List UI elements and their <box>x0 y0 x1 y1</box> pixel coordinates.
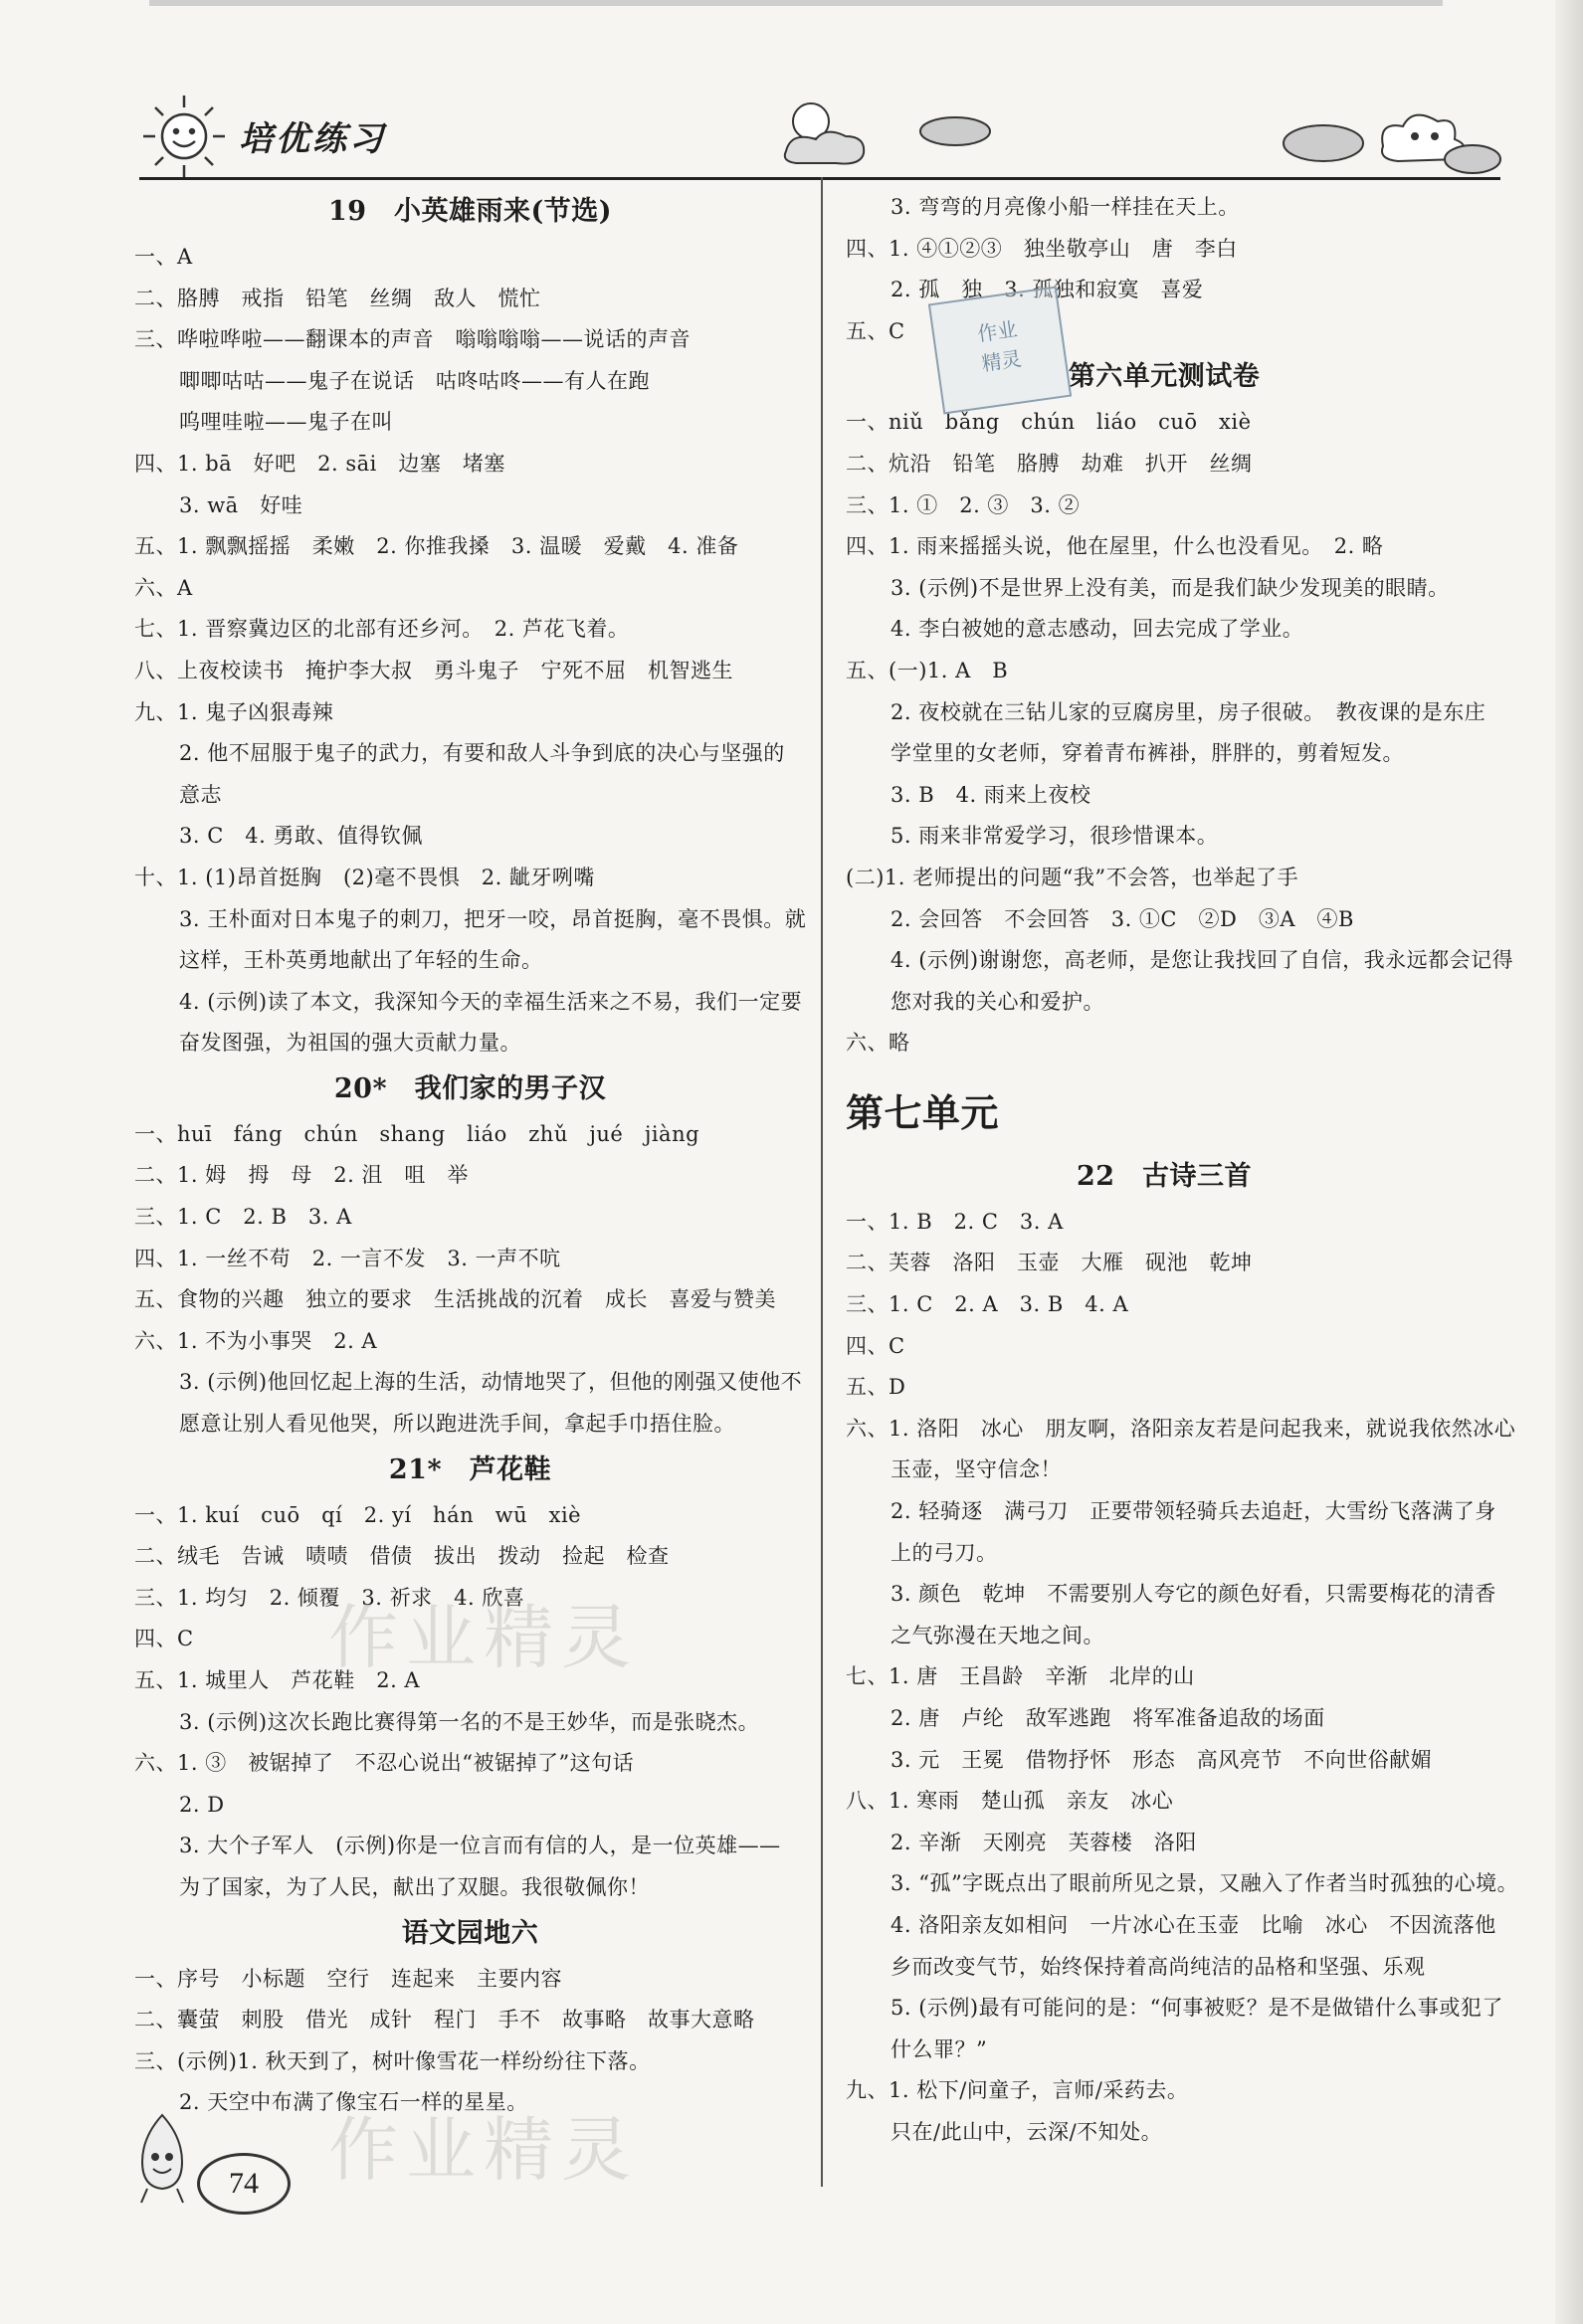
answer-line: 3. 王朴面对日本鬼子的刺刀，把牙一咬，昂首挺胸，毫不畏惧。就 <box>179 906 807 931</box>
answer-line: 三、1. 均匀 2. 倾覆 3. 祈求 4. 欣喜 <box>134 1585 525 1610</box>
answer-line: 玉壶，坚守信念！ <box>890 1457 1062 1482</box>
answer-line: 一、1. B 2. C 3. A <box>846 1209 1064 1234</box>
answer-line: 愿意让别人看见他哭，所以跑进洗手间，拿起手巾捂住脸。 <box>179 1412 735 1437</box>
answer-line: 4. 李白被她的意志感动，回去完成了学业。 <box>890 617 1304 642</box>
left-column <box>134 187 806 2124</box>
page-number: 74 <box>197 2153 291 2215</box>
answer-line: 2. 轻骑逐 满弓刀 正要带领轻骑兵去追赶，大雪纷飞落满了身 <box>890 1499 1496 1524</box>
answer-line: 一、huī fáng chún shang liáo zhǔ jué jiàng <box>134 1121 700 1146</box>
watermark: 作业精灵 <box>328 1597 639 1678</box>
answer-line: 五、1. 城里人 芦花鞋 2. A <box>134 1668 421 1692</box>
page-edge-shadow <box>1555 0 1583 2324</box>
answer-line: 五、1. 飘飘摇摇 柔嫩 2. 你推我搡 3. 温暖 爱戴 4. 准备 <box>134 534 739 559</box>
top-edge-line <box>149 0 1443 6</box>
answer-line: 九、1. 松下/问童子，言师/采药去。 <box>846 2078 1189 2103</box>
answer-line: 三、1. C 2. B 3. A <box>134 1205 352 1230</box>
answer-line: 三、1. ① 2. ③ 3. ② <box>846 492 1081 517</box>
answer-line: 学堂里的女老师，穿着青布裤褂，胖胖的，剪着短发。 <box>890 741 1404 766</box>
answer-line: 乡而改变气节，始终保持着高尚纯洁的品格和坚强、乐观 <box>890 1954 1426 1979</box>
sun-icon <box>139 92 229 181</box>
answer-line: 二、炕沿 铅笔 胳膊 劫难 扒开 丝绸 <box>846 451 1253 476</box>
answer-line: 四、1. 雨来摇摇头说，他在屋里，什么也没看见。 2. 略 <box>846 534 1384 559</box>
stamp-line-2: 精灵 <box>980 346 1024 376</box>
answer-line: 3. (示例)这次长跑比赛得第一名的不是王妙华，而是张晓杰。 <box>179 1709 760 1734</box>
stamp <box>928 286 1072 414</box>
answer-line: 六、1. 洛阳 冰心 朋友啊，洛阳亲友若是问起我来，就说我依然冰心 <box>846 1416 1516 1441</box>
clouds-sun-decoration-icon <box>766 92 1512 181</box>
answer-line: 二、芙蓉 洛阳 玉壶 大雁 砚池 乾坤 <box>846 1251 1253 1275</box>
answer-line: 3. 元 王冕 借物抒怀 形态 高风亮节 不向世俗献媚 <box>890 1747 1433 1772</box>
answer-line: 二、1. 姆 拇 母 2. 沮 咀 举 <box>134 1163 469 1188</box>
answer-line: 4. (示例)谢谢您，高老师，是您让我找回了自信，我永远都会记得 <box>890 948 1514 973</box>
answer-line: 之气弥漫在天地之间。 <box>890 1623 1104 1647</box>
answer-line: 三、(示例)1. 秋天到了，树叶像雪花一样纷纷往下落。 <box>134 2048 651 2073</box>
answer-line: 四、C <box>134 1627 194 1651</box>
answer-line: 奋发图强，为祖国的强大贡献力量。 <box>179 1031 521 1056</box>
section-title: 22 古诗三首 <box>1076 1160 1253 1192</box>
answer-line: 2. 孤 独 3. 孤独和寂寞 喜爱 <box>890 278 1204 302</box>
answer-line: 上的弓刀。 <box>890 1540 998 1565</box>
answer-line: 一、1. kuí cuō qí 2. yí hán wū xiè <box>134 1502 582 1527</box>
answer-line: 八、1. 寒雨 楚山孤 亲友 冰心 <box>846 1789 1174 1814</box>
answer-line: 3. (示例)他回忆起上海的生活，动情地哭了，但他的刚强又使他不 <box>179 1370 803 1395</box>
answer-line: 3. wā 好哇 <box>179 492 303 517</box>
answer-line: 唧唧咕咕——鬼子在说话 咕咚咕咚——有人在跑 <box>179 368 650 393</box>
watermark: 作业精灵 <box>328 2109 639 2191</box>
answer-line: 2. 天空中布满了像宝石一样的星星。 <box>179 2090 528 2115</box>
answer-line: 五、C <box>846 318 905 343</box>
answer-line: 一、A <box>134 245 193 269</box>
answer-line: 七、1. 晋察冀边区的北部有还乡河。 2. 芦花飞着。 <box>134 617 630 642</box>
answer-line: 四、1. 一丝不苟 2. 一言不发 3. 一声不吭 <box>134 1246 561 1270</box>
answer-line: 六、1. ③ 被锯掉了 不忍心说出“被锯掉了”这句话 <box>134 1751 635 1776</box>
answer-line: 2. 会回答 不会回答 3. ①C ②D ③A ④B <box>890 906 1354 931</box>
section-title: 20* 我们家的男子汉 <box>333 1072 607 1104</box>
section-title: 21* 芦花鞋 <box>388 1453 552 1485</box>
section-title: 19 小英雄雨来(节选) <box>327 196 613 227</box>
answer-line: 意志 <box>179 782 222 807</box>
answer-line: 3. 大个子军人 (示例)你是一位言而有信的人，是一位英雄—— <box>179 1834 781 1858</box>
answer-line: 4. 洛阳亲友如相问 一片冰心在玉壶 比喻 冰心 不因流落他 <box>890 1912 1496 1937</box>
answer-line: 六、略 <box>846 1031 910 1056</box>
answer-line: 您对我的关心和爱护。 <box>890 989 1104 1014</box>
answer-line: 五、食物的兴趣 独立的要求 生活挑战的沉着 成长 喜爱与赞美 <box>134 1287 776 1312</box>
answer-line: 5. 雨来非常爱学习，很珍惜课本。 <box>890 824 1219 849</box>
answer-line: 3. “孤”字既点出了眼前所见之景，又融入了作者当时孤独的心境。 <box>890 1871 1519 1896</box>
answer-line: 六、A <box>134 575 193 600</box>
answer-line: 2. 他不屈服于鬼子的武力，有要和敌人斗争到底的决心与坚强的 <box>179 741 785 766</box>
answer-line: 四、1. ④①②③ 独坐敬亭山 唐 李白 <box>846 236 1238 261</box>
answer-line: 4. (示例)读了本文，我深知今天的幸福生活来之不易，我们一定要 <box>179 989 803 1014</box>
answer-line: (二)1. 老师提出的问题“我”不会答，也举起了手 <box>846 865 1299 889</box>
answer-line: 六、1. 不为小事哭 2. A <box>134 1328 378 1353</box>
section-title: 语文园地六 <box>401 1917 539 1949</box>
header-rule <box>139 177 1500 180</box>
answer-line: 2. 夜校就在三钻儿家的豆腐房里，房子很破。 教夜课的是东庄 <box>890 699 1486 724</box>
stamp-line-1: 作业 <box>975 316 1019 346</box>
answer-line: 呜哩哇啦——鬼子在叫 <box>179 410 393 435</box>
answer-line: 九、1. 鬼子凶狠毒辣 <box>134 699 334 724</box>
answer-line: 只在/此山中，云深/不知处。 <box>890 2119 1163 2144</box>
answer-line: 3. 弯弯的月亮像小船一样挂在天上。 <box>890 195 1240 219</box>
answer-line: 2. 唐 卢纶 敌军逃跑 将军准备追敌的场面 <box>890 1706 1325 1730</box>
answer-line: 2. D <box>179 1792 225 1817</box>
answer-line: 3. B 4. 雨来上夜校 <box>890 782 1091 807</box>
answer-line: 五、D <box>846 1375 906 1400</box>
answer-line: 3. C 4. 勇敢、值得钦佩 <box>179 824 423 849</box>
answer-line: 七、1. 唐 王昌龄 辛渐 北岸的山 <box>846 1664 1195 1689</box>
page-header <box>139 92 1512 181</box>
answer-line: 5. (示例)最有可能问的是：“何事被贬？是不是做错什么事或犯了 <box>890 1996 1503 2021</box>
answer-line: 五、(一)1. A B <box>846 658 1009 682</box>
brand-title: 培优练习 <box>239 119 386 159</box>
answer-line: 一、序号 小标题 空行 连起来 主要内容 <box>134 1966 562 1991</box>
section-title: 第六单元测试卷 <box>1068 361 1261 393</box>
answer-line: 十、1. (1)昂首挺胸 (2)毫不畏惧 2. 龇牙咧嘴 <box>134 865 595 889</box>
answer-line: 四、C <box>846 1333 905 1358</box>
unit-title: 第七单元 <box>846 1089 1000 1135</box>
answer-line: 什么罪？” <box>890 2036 988 2061</box>
answer-line: 二、胳膊 戒指 铅笔 丝绸 敌人 慌忙 <box>134 286 541 310</box>
answer-line: 三、哗啦哗啦——翻课本的声音 嗡嗡嗡嗡——说话的声音 <box>134 327 691 352</box>
answer-line: 八、上夜校读书 掩护李大叔 勇斗鬼子 宁死不屈 机智逃生 <box>134 658 733 682</box>
answer-line: 2. 辛渐 天刚亮 芙蓉楼 洛阳 <box>890 1830 1197 1854</box>
answer-line: 这样，王朴英勇地献出了年轻的生命。 <box>179 948 543 973</box>
answer-line: 3. (示例)不是世界上没有美，而是我们缺少发现美的眼睛。 <box>890 575 1450 600</box>
answer-line: 3. 颜色 乾坤 不需要别人夸它的颜色好看，只需要梅花的清香 <box>890 1582 1496 1607</box>
answer-line: 二、绒毛 告诫 啧啧 借债 拔出 拨动 捡起 检查 <box>134 1544 670 1569</box>
answer-line: 四、1. bā 好吧 2. sāi 边塞 堵塞 <box>134 451 505 476</box>
answer-line: 二、囊萤 刺股 借光 成针 程门 手不 故事略 故事大意略 <box>134 2008 755 2033</box>
column-divider <box>821 177 823 2187</box>
right-column <box>846 187 1519 2154</box>
mascot-icon <box>127 2107 197 2207</box>
answer-line: 三、1. C 2. A 3. B 4. A <box>846 1292 1129 1317</box>
answer-line: 为了国家，为了人民，献出了双腿。我很敬佩你！ <box>179 1874 650 1899</box>
answer-line: 一、niǔ bǎng chún liáo cuō xiè <box>846 410 1252 435</box>
